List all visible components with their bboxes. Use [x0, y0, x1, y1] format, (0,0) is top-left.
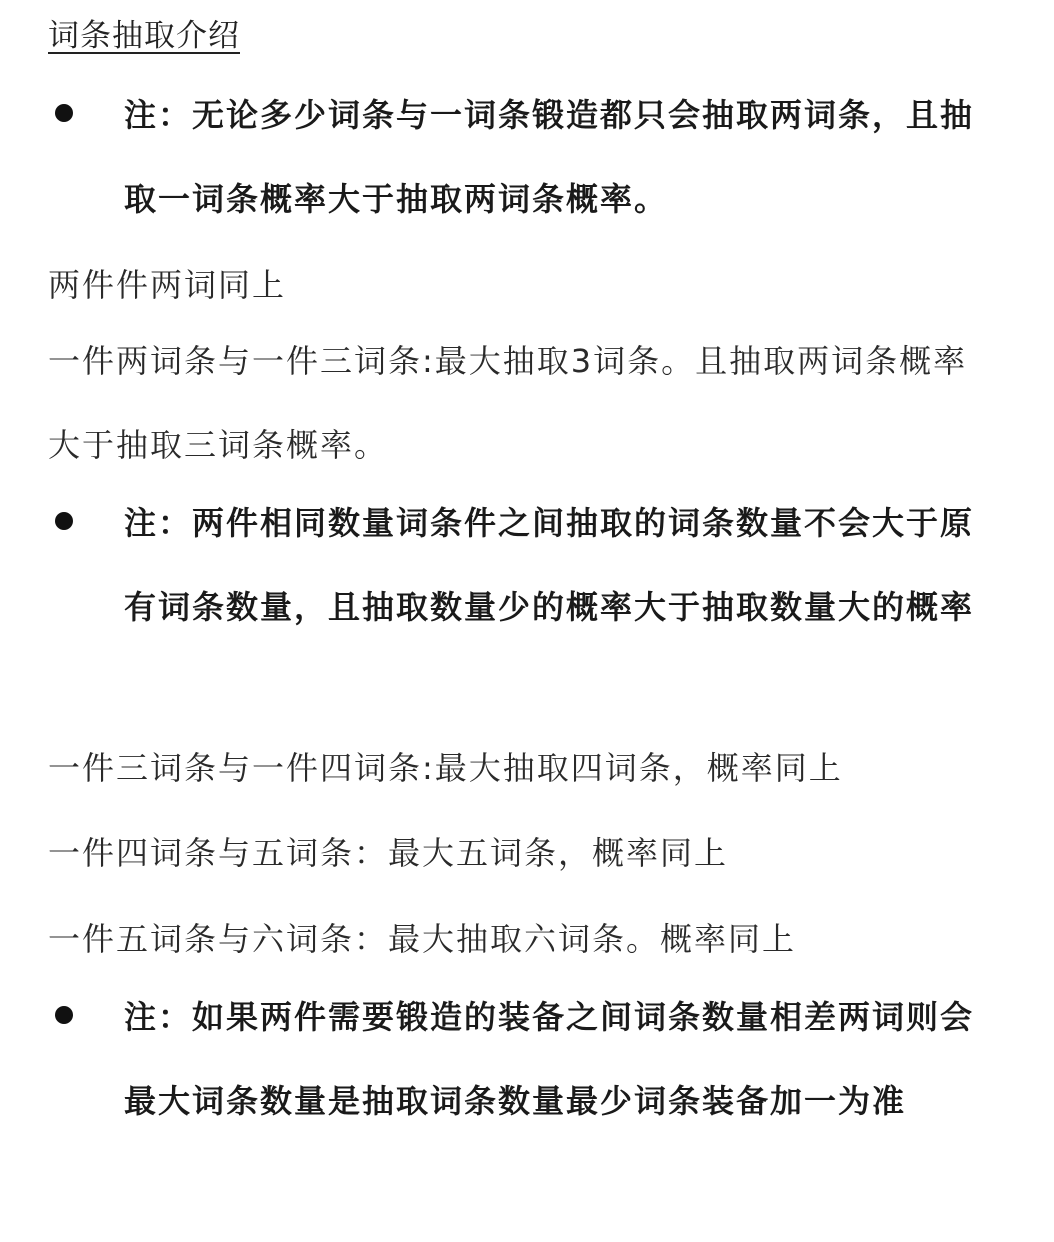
note-text-2: 注：两件相同数量词条件之间抽取的词条数量不会大于原有词条数量，且抽取数量少的概率大于抽取数量大的概率: [124, 504, 975, 626]
paragraph-5: 一件五词条与六词条：最大抽取六词条。概率同上: [48, 920, 797, 958]
note-text-1: 注：无论多少词条与一词条锻造都只会抽取两词条，且抽取一词条概率大于抽取两词条概率。: [124, 96, 975, 218]
paragraph-3: 一件三词条与一件四词条:最大抽取四词条，概率同上: [48, 749, 843, 787]
bullet-icon: [55, 104, 73, 122]
note-text-3: 注：如果两件需要锻造的装备之间词条数量相差两词则会最大词条数量是抽取词条数量最少词条装备加一为准: [124, 998, 975, 1120]
page-title: 词条抽取介绍: [48, 18, 240, 54]
paragraph-2: 一件两词条与一件三词条:最大抽取3词条。且抽取两词条概率大于抽取三词条概率。: [48, 342, 968, 464]
paragraph-4: 一件四词条与五词条：最大五词条，概率同上: [48, 834, 729, 872]
bullet-icon: [55, 512, 73, 530]
bullet-icon: [55, 1006, 73, 1024]
paragraph-1: 两件件两词同上: [48, 266, 287, 304]
